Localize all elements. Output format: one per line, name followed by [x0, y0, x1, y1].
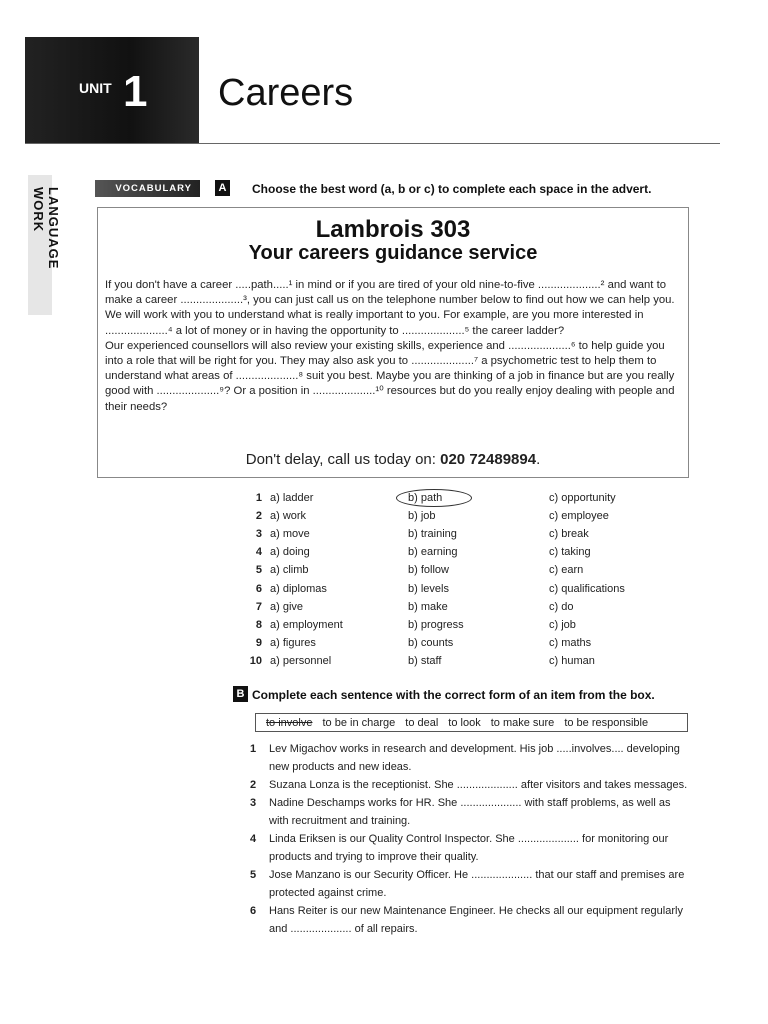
option-a[interactable]: a) work — [270, 510, 307, 523]
option-a[interactable]: a) employment — [270, 618, 343, 631]
option-row — [240, 543, 625, 561]
option-row — [240, 579, 625, 597]
option-c[interactable]: c) break — [549, 528, 589, 541]
cta-end: . — [536, 451, 541, 468]
word-box-item: to look — [448, 716, 481, 729]
word-box — [255, 713, 688, 732]
option-number: 1 — [255, 492, 262, 505]
sentence-item — [245, 902, 690, 938]
section-a-letter: A — [215, 180, 230, 196]
option-b-label: b) counts — [408, 636, 454, 649]
sentence-text: Lev Migachov works in research and development. His job .....involves.... developing new products and new ideas. — [269, 743, 680, 773]
advert-paragraph: Our experienced counsellors will also review your existing skills, experience and ....................⁶ to help guide you into a role that will be right for you. They may also ask you to ....................⁷ a psychometric test to help them to understand what areas of ....................⁸ suit you best. Maybe you are thinking of a job in finance but are you really good with ....................⁹? Or a position in ....................¹⁰ resources but do you really enjoy dealing with people and their needs? — [105, 339, 675, 413]
sentence-number: 5 — [250, 869, 257, 881]
option-b-label: b) path — [408, 492, 443, 505]
option-b-label: b) follow — [408, 564, 449, 577]
option-c[interactable]: c) employee — [549, 510, 609, 523]
page-title: Careers — [218, 72, 354, 114]
option-number: 4 — [255, 546, 262, 559]
option-number: 5 — [255, 564, 262, 577]
option-number: 7 — [255, 600, 262, 613]
section-a-instruction: Choose the best word (a, b or c) to complete each space in the advert. — [252, 182, 652, 196]
option-b[interactable] — [408, 583, 549, 595]
word-box-item: to make sure — [490, 716, 555, 729]
unit-label: UNIT — [79, 80, 112, 96]
option-number: 8 — [255, 618, 262, 631]
option-b[interactable] — [408, 655, 549, 667]
option-number: 3 — [255, 528, 262, 541]
sidebar-label: LANGUAGE WORK — [31, 187, 61, 270]
option-a[interactable]: a) doing — [270, 546, 310, 559]
option-number: 6 — [255, 582, 262, 595]
sentence-text: Hans Reiter is our new Maintenance Engineer. He checks all our equipment regularly and .................... of all repairs. — [269, 905, 683, 935]
vocabulary-badge: VOCABULARY — [95, 180, 200, 197]
section-b-instruction: Complete each sentence with the correct form of an item from the box. — [252, 688, 655, 702]
option-row — [240, 561, 625, 579]
option-a[interactable]: a) diplomas — [270, 582, 327, 595]
phone-number: 020 72489894 — [440, 451, 537, 468]
option-row — [240, 507, 625, 525]
sentence-number: 2 — [250, 779, 257, 791]
sentence-item — [245, 866, 690, 902]
header-rule — [25, 143, 720, 144]
word-box-item: to be in charge — [322, 716, 396, 729]
sentence-item — [245, 794, 690, 830]
option-row — [240, 634, 625, 652]
option-number: 2 — [255, 510, 262, 523]
option-b-label: b) staff — [408, 654, 442, 667]
sentence-number: 4 — [250, 833, 257, 845]
option-b[interactable] — [408, 492, 549, 504]
option-row — [240, 598, 625, 616]
sentence-number: 1 — [250, 743, 257, 755]
option-a[interactable]: a) ladder — [270, 492, 314, 505]
option-c[interactable]: c) opportunity — [549, 492, 616, 505]
option-b-label: b) earning — [408, 546, 458, 559]
advert-body — [105, 278, 683, 415]
sentence-number: 6 — [250, 905, 257, 917]
option-row — [240, 652, 625, 670]
option-a[interactable]: a) move — [270, 528, 310, 541]
section-b-letter: B — [233, 686, 248, 702]
advert-cta — [98, 451, 688, 468]
option-a[interactable]: a) climb — [270, 564, 309, 577]
sidebar-tab — [28, 175, 61, 315]
unit-banner — [25, 37, 199, 143]
sentence-text: Suzana Lonza is the receptionist. She .................... after visitors and takes messages. — [269, 779, 688, 791]
option-number: 9 — [255, 636, 262, 649]
option-b-label: b) progress — [408, 618, 464, 631]
advert-paragraph: We will work with you to understand what is really important to you. For example, are you more interested in ....................⁴ a lot of money or in having the opportunity to ....................⁵ the career ladder? — [105, 309, 644, 337]
advert-title: Lambrois 303 — [315, 216, 471, 243]
sentence-number: 3 — [250, 797, 257, 809]
option-b-label: b) job — [408, 510, 436, 523]
option-c[interactable]: c) taking — [549, 546, 591, 559]
sentence-item — [245, 776, 690, 794]
option-c[interactable]: c) human — [549, 654, 595, 667]
option-b-label: b) levels — [408, 582, 449, 595]
option-b[interactable] — [408, 637, 549, 649]
option-row — [240, 489, 625, 507]
advert-paragraph: If you don't have a career .....path.....¹ in mind or if you are tired of your old nine-to-five ....................² and want to make a career ....................³, you can just call us on the telephone number below to find out how we can help you. — [105, 279, 675, 307]
option-c[interactable]: c) job — [549, 618, 576, 631]
option-a[interactable]: a) give — [270, 600, 304, 613]
sentence-text: Linda Eriksen is our Quality Control Inspector. She .................... for monitoring our products and trying to improve their quality. — [269, 833, 669, 863]
option-b[interactable] — [408, 601, 549, 613]
options-table — [240, 489, 625, 670]
advert-box — [97, 207, 689, 478]
option-b[interactable] — [408, 510, 549, 522]
word-box-item: to be responsible — [564, 716, 649, 729]
sentence-text: Nadine Deschamps works for HR. She .................... with staff problems, as well as with recruitment and training. — [269, 797, 671, 827]
option-a[interactable]: a) personnel — [270, 654, 332, 667]
option-b[interactable] — [408, 546, 549, 558]
option-c[interactable]: c) qualifications — [549, 582, 625, 595]
sentence-text: Jose Manzano is our Security Officer. He .................... that our staff and premises are protected against crime. — [269, 869, 685, 899]
option-c[interactable]: c) do — [549, 600, 574, 613]
option-b[interactable] — [408, 528, 549, 540]
option-b[interactable] — [408, 564, 549, 576]
option-row — [240, 525, 625, 543]
option-b-label: b) make — [408, 600, 448, 613]
advert-subtitle: Your careers guidance service — [248, 242, 538, 264]
option-a[interactable]: a) figures — [270, 636, 316, 649]
option-b[interactable] — [408, 619, 549, 631]
option-c[interactable]: c) earn — [549, 564, 584, 577]
unit-number: 1 — [123, 67, 148, 116]
sentence-item — [245, 740, 690, 776]
option-c[interactable]: c) maths — [549, 636, 592, 649]
option-number: 10 — [249, 654, 262, 667]
sentence-list — [245, 740, 690, 938]
cta-text: Don't delay, call us today on: — [245, 451, 441, 468]
option-b-label: b) training — [408, 528, 457, 541]
word-box-item: to involve — [266, 716, 313, 729]
sentence-item — [245, 830, 690, 866]
answer-circle — [396, 489, 472, 507]
option-row — [240, 616, 625, 634]
word-box-item: to deal — [405, 716, 439, 729]
